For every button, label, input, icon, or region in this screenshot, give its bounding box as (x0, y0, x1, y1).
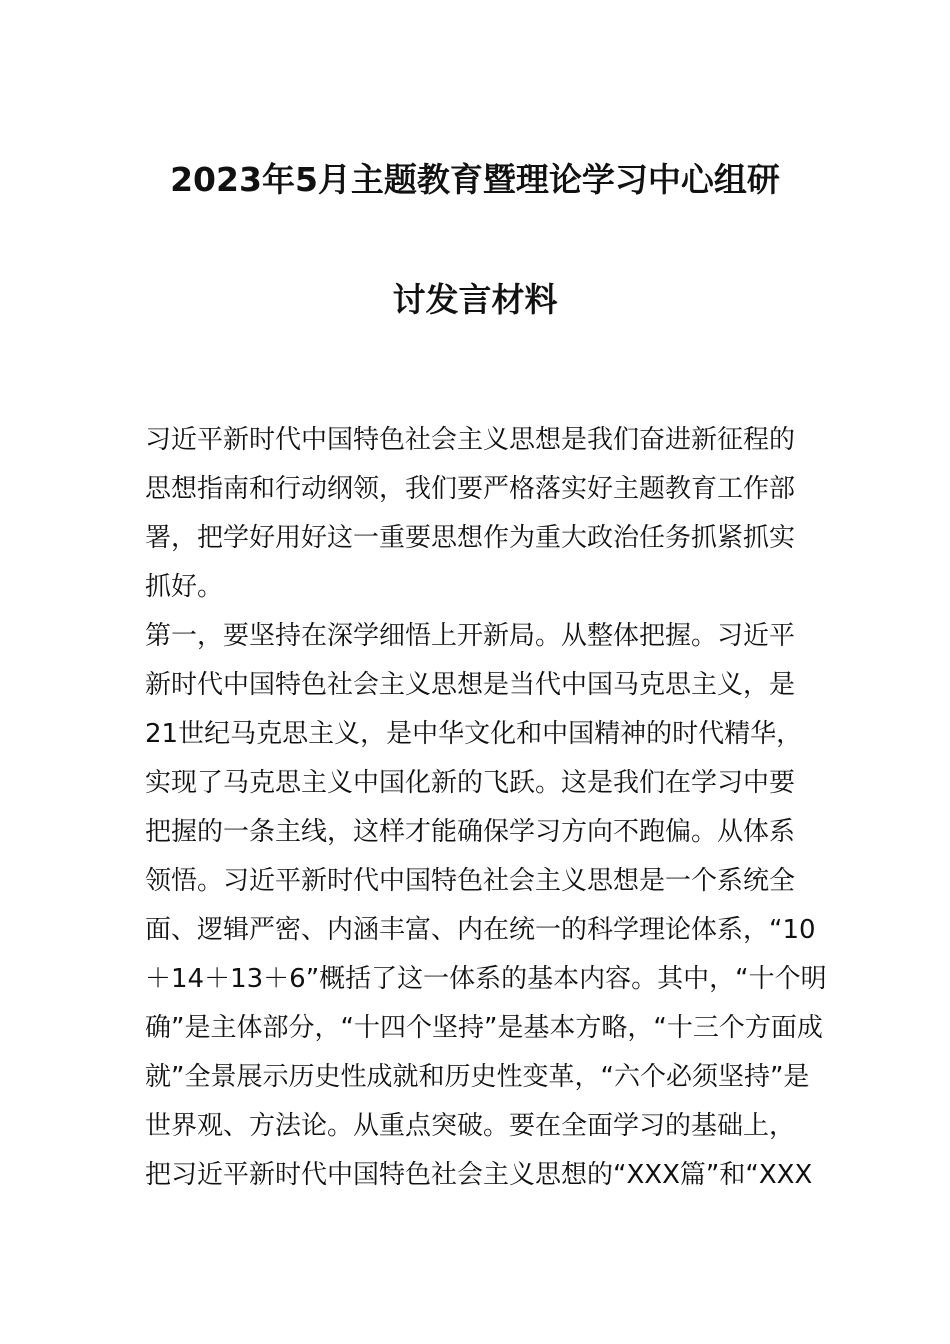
body-line: 面、逻辑严密、内涵丰富、内在统一的科学理论体系，“10 (145, 915, 816, 945)
body-line: ＋14＋13＋6”概括了这一体系的基本内容。其中，“十个明 (145, 964, 827, 994)
body-line: 习近平新时代中国特色社会主义思想是我们奋进新征程的 (145, 425, 796, 455)
body-line: 就”全景展示历史性成就和历史性变革，“六个必须坚持”是 (145, 1062, 810, 1092)
body-line: 新时代中国特色社会主义思想是当代中国马克思主义，是 (145, 670, 796, 700)
body-line: 把握的一条主线，这样才能确保学习方向不跑偏。从体系 (145, 817, 796, 847)
body-line: 实现了马克思主义中国化新的飞跃。这是我们在学习中要 (145, 768, 796, 798)
body-line: 21世纪马克思主义，是中华文化和中国精神的时代精华， (145, 719, 803, 749)
body-line: 把习近平新时代中国特色社会主义思想的“XXX篇”和“XXX (145, 1160, 813, 1190)
body-line: 署，把学好用好这一重要思想作为重大政治任务抓紧抓实 (145, 523, 796, 553)
body-line: 第一，要坚持在深学细悟上开新局。从整体把握。习近平 (145, 621, 796, 651)
body-line: 领悟。习近平新时代中国特色社会主义思想是一个系统全 (145, 866, 796, 896)
body-line: 确”是主体部分，“十四个坚持”是基本方略，“十三个方面成 (145, 1013, 823, 1043)
document-title-line-2: 讨发言材料 (392, 280, 558, 319)
body-line: 抓好。 (145, 572, 224, 602)
document-title-line-1: 2023年5月主题教育暨理论学习中心组研 (170, 160, 780, 199)
body-line: 思想指南和行动纲领，我们要严格落实好主题教育工作部 (145, 474, 796, 504)
body-line: 世界观、方法论。从重点突破。要在全面学习的基础上， (145, 1111, 796, 1141)
document-body (145, 416, 827, 1200)
